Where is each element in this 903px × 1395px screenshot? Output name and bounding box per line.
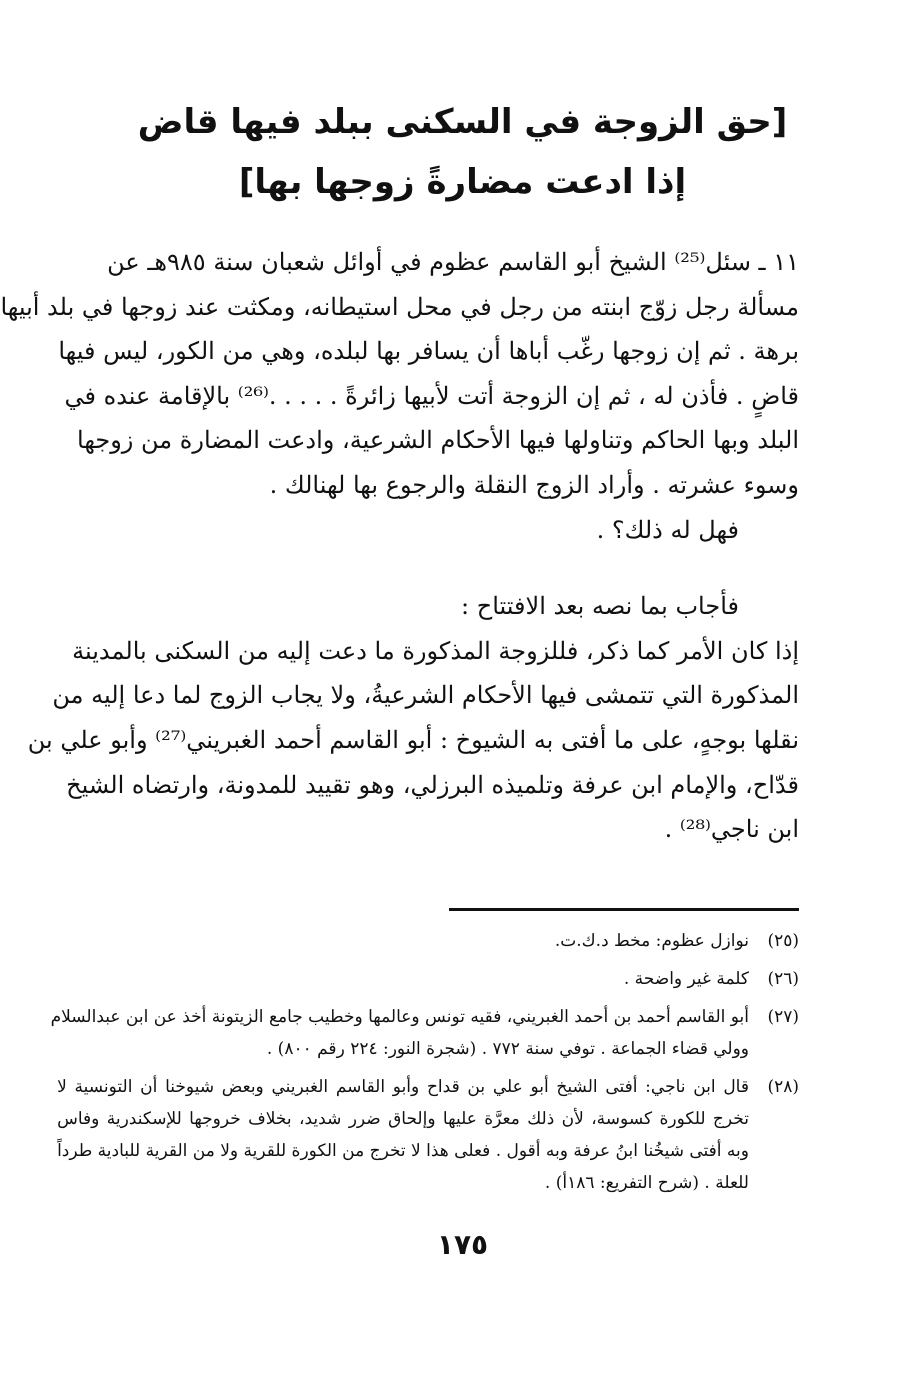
footnote-line: كلمة غير واضحة . (623, 969, 749, 989)
footnote-line: تخرج للكورة كسوسة، لأن ذلك معرَّة عليها وإلحاق ضرر شديد، بخلاف خروجها للإسكندرية وفاس (57, 1109, 749, 1129)
question-line: برهة . ثم إن زوجها رغّب أباها أن يسافر بها لبلده، وهي من الكور، ليس فيها (58, 337, 799, 366)
heading-line-2: إذا ادعت مضارةً زوجها بها] (238, 162, 687, 202)
question-line: وسوء عشرته . وأراد الزوج النقلة والرجوع بها لهنالك . (269, 470, 799, 499)
answer-line: ابن ناجي⁽²⁸⁾ . (664, 815, 799, 844)
footnote-separator (449, 908, 799, 911)
page-number: ١٧٥ (436, 1228, 489, 1261)
footnote-number: (٢٧) (767, 1007, 799, 1027)
section-heading (122, 92, 803, 212)
footnote-line: وولي قضاء الجماعة . توفي سنة ٧٧٢ . (شجرة النور: ٢٢٤ رقم ٨٠٠) . (266, 1039, 749, 1059)
footnote-line: قال ابن ناجي: أفتى الشيخ أبو علي بن قداح وأبو القاسم الغبريني وبعض شيوخنا أن التونسية لا (57, 1077, 749, 1097)
question-line: ١١ ـ سئل⁽²⁵⁾ الشيخ أبو القاسم عظوم في أوائل شعبان سنة ٩٨٥هـ عن (107, 248, 799, 276)
question-line: قاضٍ . فأذن له ، ثم إن الزوجة أتت لأبيها زائرةً . . . . .⁽²⁶⁾ بالإقامة عنده في (64, 381, 799, 410)
footnotes (50, 925, 799, 1205)
footnote-27 (50, 1001, 799, 1065)
footnote-line: وبه أفتى شيخُنا ابنُ عرفة وبه أقول . فعلى هذا لا تخرج من الكورة للقرية ولا من القرية للبادية طرداً (57, 1141, 749, 1161)
answer-line: نقلها بوجهٍ، على ما أفتى به الشيوخ : أبو القاسم أحمد الغبريني⁽²⁷⁾ وأبو علي بن (27, 725, 799, 754)
footnote-28 (57, 1071, 799, 1199)
footnote-number: (٢٨) (767, 1077, 799, 1097)
question-closing: فهل له ذلك؟ . (596, 515, 739, 544)
question-line: مسألة رجل زوّج ابنته من رجل في محل استيطانه، ومكثت عند زوجها في بلد أبيها (0, 292, 799, 321)
answer-intro: فأجاب بما نصه بعد الافتتاح : (461, 592, 739, 621)
paragraph-gap (122, 552, 799, 584)
heading-line-1: [حق الزوجة في السكنى ببلد فيها قاض (137, 102, 788, 142)
footnote-line: للعلة . (شرح التفريع: ١٨٦أ) . (544, 1173, 749, 1193)
footnote-line: نوازل عظوم: مخط د.ك.ت. (554, 931, 749, 951)
footnote-25 (122, 925, 799, 957)
footnote-26 (122, 963, 799, 995)
answer-line: قدّاح، والإمام ابن عرفة وتلميذه البرزلي، وهو تقييد للمدونة، وارتضاه الشيخ (66, 770, 799, 799)
main-text (0, 240, 799, 852)
question-line: البلد وبها الحاكم وتناولها فيها الأحكام الشرعية، وادعت المضارة من زوجها (77, 426, 799, 455)
footnote-number: (٢٥) (767, 931, 799, 951)
answer-line: المذكورة التي تتمشى فيها الأحكام الشرعيةُ، ولا يجاب الزوج لما دعا إليه من (52, 681, 799, 710)
answer-line: إذا كان الأمر كما ذكر، فللزوجة المذكورة ما دعت إليه من السكنى بالمدينة (72, 636, 799, 665)
footnote-number: (٢٦) (767, 969, 799, 989)
footnote-line: أبو القاسم أحمد بن أحمد الغبريني، فقيه تونس وعالمها وخطيب جامع الزيتونة أخذ عن ابن عبدالسلام (50, 1007, 749, 1027)
